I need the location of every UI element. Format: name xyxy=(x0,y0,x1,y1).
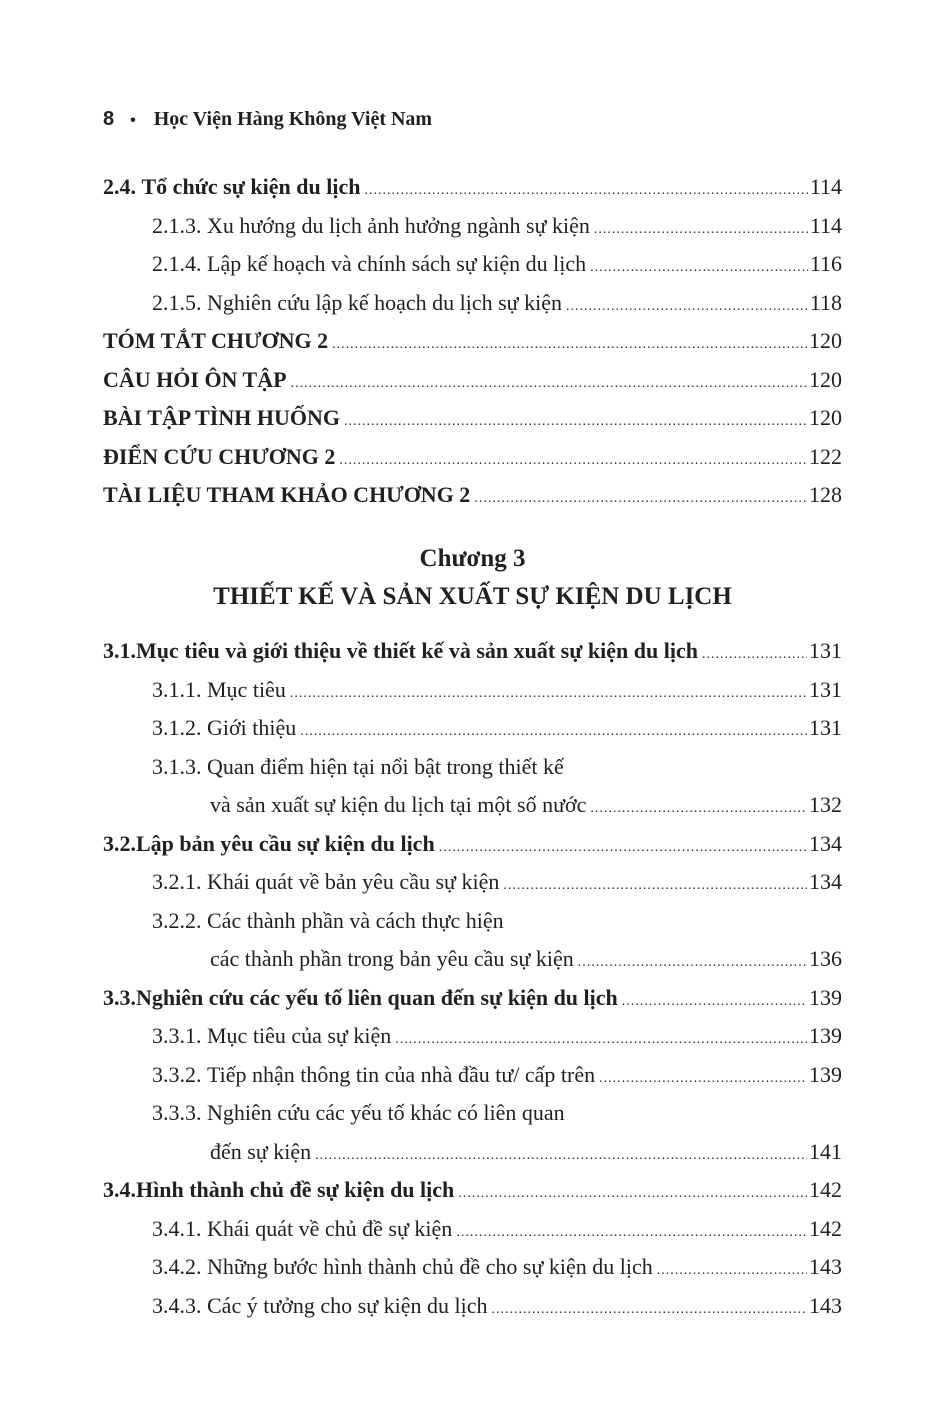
toc-entry-title: Mục tiêu xyxy=(207,676,286,702)
dot-leader xyxy=(622,983,807,1022)
publisher-name: Học Viện Hàng Không Việt Nam xyxy=(153,108,433,130)
chapter-title: THIẾT KẾ VÀ SẢN XUẤT SỰ KIỆN DU LỊCH xyxy=(213,583,732,610)
toc-entry-page: 114 xyxy=(809,174,842,199)
toc-entry-number: 3.2.2. xyxy=(152,907,202,933)
toc-entry-number: 2.4. xyxy=(103,174,136,199)
toc-entry[interactable] xyxy=(103,207,842,246)
toc-entry-title: Mục tiêu và giới thiệu về thiết kế và sản xuất sự kiện du lịch xyxy=(136,638,698,663)
toc-entry-title: TÀI LIỆU THAM KHẢO CHƯƠNG 2 xyxy=(103,482,471,507)
toc-entry-page: 120 xyxy=(809,328,842,353)
dot-leader xyxy=(594,211,808,250)
dot-leader xyxy=(474,480,807,519)
dot-leader xyxy=(290,675,807,714)
toc-entry-number: 3.1.2. xyxy=(152,715,202,740)
toc-entry-title: Những bước hình thành chủ đề cho sự kiện du lịch xyxy=(207,1254,653,1279)
toc-entry-title: Khái quát về chủ đề sự kiện xyxy=(207,1215,453,1241)
toc-chapter-2-tail xyxy=(103,168,842,515)
toc-entry-number: 3.2. xyxy=(103,830,136,856)
toc-entry-page: 122 xyxy=(809,443,842,469)
toc-entry-number: 3.1. xyxy=(103,638,136,663)
dot-leader xyxy=(339,442,807,481)
dot-leader xyxy=(456,1214,807,1253)
toc-entry-page: 134 xyxy=(809,869,842,894)
toc-entry-title: Nghiên cứu lập kế hoạch du lịch sự kiện xyxy=(207,289,562,315)
dot-leader xyxy=(300,713,807,752)
toc-entry-number: 3.1.3. xyxy=(152,753,202,779)
toc-entry-title: đến sự kiện xyxy=(210,1138,312,1164)
toc-entry-page: 134 xyxy=(809,830,842,856)
dot-leader xyxy=(599,1060,807,1099)
toc-entry-continuation[interactable] xyxy=(103,1133,842,1172)
toc-entry[interactable] xyxy=(103,1171,842,1210)
toc-entry[interactable] xyxy=(103,979,842,1018)
toc-entry-page: 136 xyxy=(809,946,842,971)
page-number: 8 xyxy=(103,108,115,130)
toc-entry-title: Xu hướng du lịch ảnh hưởng ngành sự kiện xyxy=(207,212,590,238)
toc-entry[interactable] xyxy=(103,825,842,864)
toc-entry-title: Mục tiêu của sự kiện xyxy=(207,1023,392,1048)
toc-entry-page: 131 xyxy=(809,676,842,702)
dot-leader xyxy=(315,1137,807,1176)
toc-entry-number: 2.1.5. xyxy=(152,289,202,315)
toc-entry-number: 3.2.1. xyxy=(152,869,202,894)
toc-entry-title: Nghiên cứu các yếu tố khác có liên quan xyxy=(207,1100,565,1125)
toc-entry-page: 116 xyxy=(809,251,842,276)
toc-entry-title: Hình thành chủ đề sự kiện du lịch xyxy=(136,1177,455,1202)
toc-entry-page: 132 xyxy=(809,792,842,817)
toc-entry-page: 142 xyxy=(809,1215,842,1241)
toc-entry[interactable] xyxy=(103,748,842,787)
toc-entry-continuation[interactable] xyxy=(103,940,842,979)
dot-leader xyxy=(702,636,807,675)
toc-entry-page: 120 xyxy=(809,405,842,430)
toc-entry-title: Lập kế hoạch và chính sách sự kiện du lịch xyxy=(207,251,587,276)
toc-entry[interactable] xyxy=(103,1094,842,1133)
toc-entry[interactable] xyxy=(103,632,842,671)
toc-entry-title: Khái quát về bản yêu cầu sự kiện xyxy=(207,869,500,894)
toc-entry-number: 3.4.2. xyxy=(152,1254,202,1279)
toc-entry-case-study[interactable] xyxy=(103,438,842,477)
toc-entry[interactable] xyxy=(103,1210,842,1249)
dot-leader xyxy=(503,867,807,906)
toc-entry-number: 3.1.1. xyxy=(152,676,202,702)
toc-entry-number: 3.3. xyxy=(103,984,136,1010)
dot-leader xyxy=(344,403,807,442)
toc-entry-title: Tiếp nhận thông tin của nhà đầu tư/ cấp trên xyxy=(207,1061,596,1087)
dot-leader xyxy=(590,790,807,829)
toc-entry-title: Giới thiệu xyxy=(207,715,297,740)
dot-leader xyxy=(458,1175,807,1214)
toc-entry[interactable] xyxy=(103,709,842,748)
toc-entry-page: 143 xyxy=(809,1292,842,1318)
toc-entry-title: BÀI TẬP TÌNH HUỐNG xyxy=(103,405,340,430)
dot-leader xyxy=(395,1021,807,1060)
toc-entry-number: 3.3.1. xyxy=(152,1023,202,1048)
dot-leader xyxy=(332,326,807,365)
toc-entry-review-questions[interactable] xyxy=(103,361,842,400)
toc-chapter-3 xyxy=(103,632,842,1325)
toc-entry-title: CÂU HỎI ÔN TẬP xyxy=(103,366,287,392)
dot-leader xyxy=(439,829,807,868)
toc-entry-title: TÓM TẮT CHƯƠNG 2 xyxy=(103,328,329,353)
toc-entry-page: 131 xyxy=(809,638,842,663)
toc-entry-page: 141 xyxy=(809,1138,842,1164)
toc-entry-number: 3.3.2. xyxy=(152,1061,202,1087)
toc-entry-number: 3.4. xyxy=(103,1177,136,1202)
dot-leader xyxy=(657,1252,807,1291)
toc-entry[interactable] xyxy=(103,1017,842,1056)
dot-leader xyxy=(492,1291,808,1330)
toc-entry-title: Quan điểm hiện tại nổi bật trong thiết kế xyxy=(207,753,564,779)
toc-entry[interactable] xyxy=(103,245,842,284)
toc-entry-title: ĐIỂN CỨU CHƯƠNG 2 xyxy=(103,443,336,469)
toc-entry-title: Tổ chức sự kiện du lịch xyxy=(141,174,361,199)
toc-entry-number: 3.3.3. xyxy=(152,1100,202,1125)
toc-entry-summary[interactable] xyxy=(103,322,842,361)
dot-leader xyxy=(578,944,807,983)
dot-leader xyxy=(566,288,808,327)
toc-entry-page: 139 xyxy=(809,1023,842,1048)
toc-entry-page: 114 xyxy=(809,212,842,238)
toc-entry-continuation[interactable] xyxy=(103,786,842,825)
dot-leader xyxy=(291,365,807,404)
toc-entry-page: 128 xyxy=(809,482,842,507)
toc-entry[interactable] xyxy=(103,1248,842,1287)
toc-entry[interactable] xyxy=(103,1287,842,1326)
toc-entry[interactable] xyxy=(103,1056,842,1095)
toc-entry-title: và sản xuất sự kiện du lịch tại một số nước xyxy=(210,792,587,817)
toc-entry-page: 143 xyxy=(809,1254,842,1279)
dot-leader xyxy=(364,172,807,211)
toc-entry-page: 131 xyxy=(809,715,842,740)
toc-entry-title: Các ý tưởng cho sự kiện du lịch xyxy=(207,1292,488,1318)
toc-entry[interactable] xyxy=(103,671,842,710)
toc-entry[interactable] xyxy=(103,284,842,323)
toc-entry-number: 3.4.1. xyxy=(152,1215,202,1241)
toc-entry-title: Nghiên cứu các yếu tố liên quan đến sự kiện du lịch xyxy=(136,984,618,1010)
dot-leader xyxy=(590,249,808,288)
toc-entry-page: 118 xyxy=(809,289,842,315)
toc-entry[interactable] xyxy=(103,902,842,941)
toc-entry-title: Lập bản yêu cầu sự kiện du lịch xyxy=(136,830,435,856)
header-separator: • xyxy=(130,112,136,129)
toc-entry[interactable] xyxy=(103,863,842,902)
toc-entry-case-exercises[interactable] xyxy=(103,399,842,438)
toc-entry-page: 139 xyxy=(809,984,842,1010)
toc-entry-title: Các thành phần và cách thực hiện xyxy=(207,907,504,933)
running-header xyxy=(103,108,432,131)
toc-entry[interactable] xyxy=(103,168,842,207)
toc-entry-page: 142 xyxy=(809,1177,842,1202)
toc-entry-number: 2.1.3. xyxy=(152,212,202,238)
toc-entry-number: 3.4.3. xyxy=(152,1292,202,1318)
chapter-label: Chương 3 xyxy=(419,545,526,572)
toc-entry-title: các thành phần trong bản yêu cầu sự kiện xyxy=(210,946,574,971)
toc-entry-page: 120 xyxy=(809,366,842,392)
toc-entry-number: 2.1.4. xyxy=(152,251,202,276)
toc-entry-page: 139 xyxy=(809,1061,842,1087)
toc-entry-references[interactable] xyxy=(103,476,842,515)
